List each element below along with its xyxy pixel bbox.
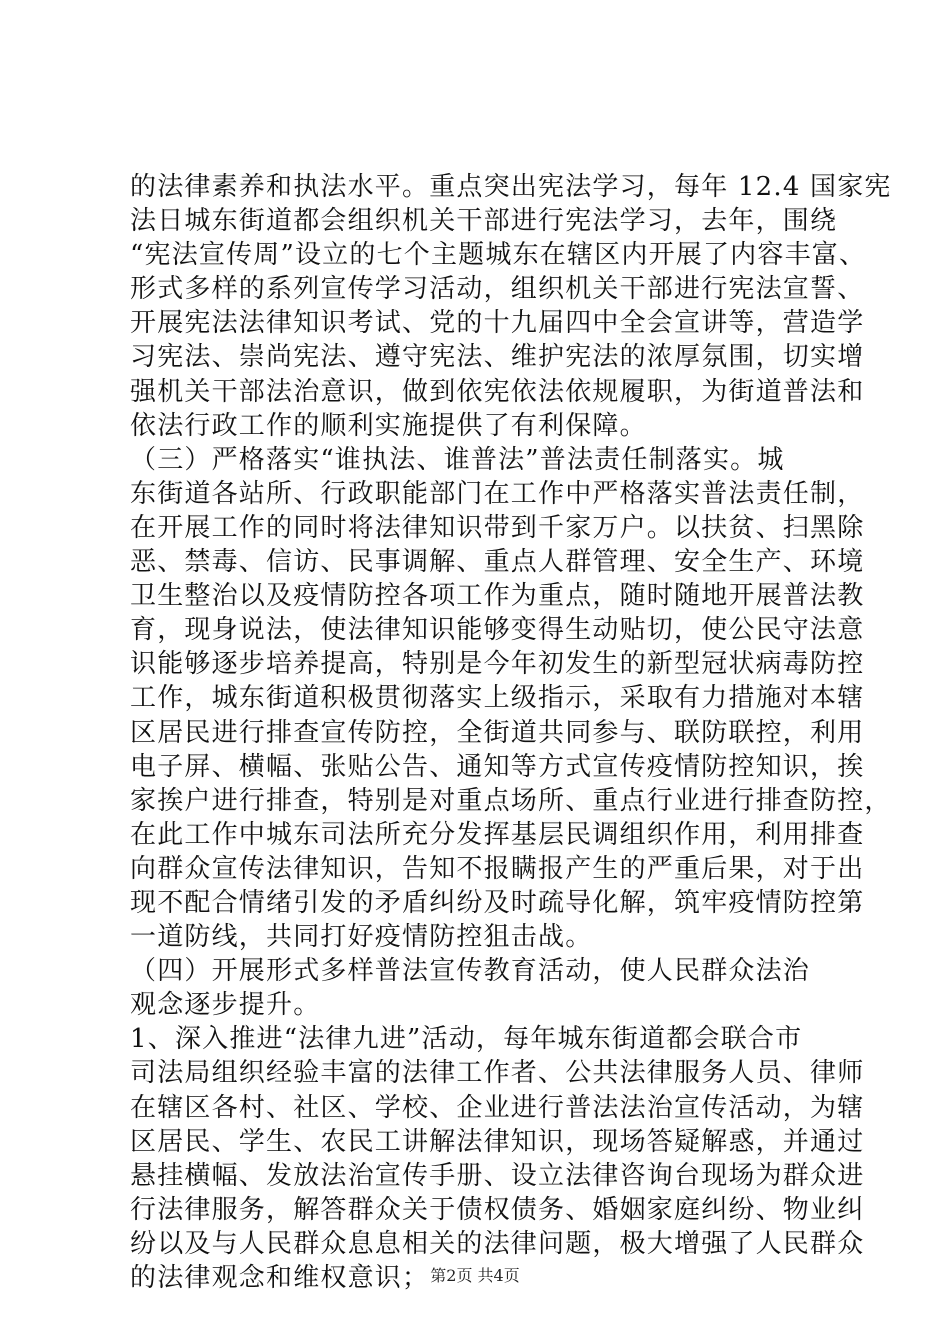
text-line: 形式多样的系列宣传学习活动，组织机关干部进行宪法宣誓、	[130, 274, 865, 305]
text-line: 在此工作中城东司法所充分发挥基层民调组织作用，利用排查	[130, 819, 865, 850]
text-line: （四）开展形式多样普法宣传教育活动，使人民群众法治	[130, 956, 811, 987]
text-line: 开展宪法法律知识考试、党的十九届四中全会宣讲等，营造学	[130, 308, 865, 339]
text-line: 识能够逐步培养提高，特别是今年初发生的新型冠状病毒防控	[130, 649, 865, 680]
text-line: 工作，城东街道积极贯彻落实上级指示，采取有力措施对本辖	[130, 683, 865, 714]
text-line: 在开展工作的同时将法律知识带到千家万户。以扶贫、扫黑除	[130, 512, 865, 543]
text-line: 一道防线，共同打好疫情防控狙击战。	[130, 922, 593, 953]
text-line: 纷以及与人民群众息息相关的法律问题，极大增强了人民群众	[130, 1228, 865, 1259]
text-line: 恶、禁毒、信访、民事调解、重点人群管理、安全生产、环境	[130, 547, 865, 578]
text-line: 观念逐步提升。	[130, 990, 321, 1021]
text-line: 现不配合情绪引发的矛盾纠纷及时疏导化解，筑牢疫情防控第	[130, 887, 865, 918]
text-line: 强机关干部法治意识，做到依宪依法依规履职，为街道普法和	[130, 376, 865, 407]
text-line: 在辖区各村、社区、学校、企业进行普法法治宣传活动，为辖	[130, 1092, 865, 1123]
text-line: 悬挂横幅、发放法治宣传手册、设立法律咨询台现场为群众进	[130, 1160, 865, 1191]
text-line: 1、深入推进“法律九进”活动，每年城东街道都会联合市	[130, 1024, 803, 1055]
text-line: 区居民进行排查宣传防控，全街道共同参与、联防联控，利用	[130, 717, 865, 748]
text-line: 卫生整治以及疫情防控各项工作为重点，随时随地开展普法教	[130, 581, 865, 612]
text-line: （三）严格落实“谁执法、谁普法”普法责任制落实。城	[130, 444, 785, 475]
text-line: 司法局组织经验丰富的法律工作者、公共法律服务人员、律师	[130, 1058, 865, 1089]
text-line: 东街道各站所、行政职能部门在工作中严格落实普法责任制，	[130, 478, 865, 509]
text-line: 习宪法、崇尚宪法、遵守宪法、维护宪法的浓厚氛围，切实增	[130, 342, 865, 373]
text-line: 的法律观念和维权意识；	[130, 1263, 430, 1293]
text-line: 育，现身说法，使法律知识能够变得生动贴切，使公民守法意	[130, 615, 865, 646]
text-line: “宪法宣传周”设立的七个主题城东在辖区内开展了内容丰富、	[130, 240, 867, 271]
text-line: 法日城东街道都会组织机关干部进行宪法学习，去年，围绕	[130, 206, 838, 237]
text-line: 的法律素养和执法水平。重点突出宪法学习，每年 12.4 国家宪	[130, 172, 892, 202]
text-line: 家挨户进行排查，特别是对重点场所、重点行业进行排查防控，	[130, 785, 892, 816]
text-line: 依法行政工作的顺利实施提供了有利保障。	[130, 410, 647, 441]
text-line: 向群众宣传法律知识，告知不报瞒报产生的严重后果，对于出	[130, 853, 865, 884]
text-line: 电子屏、横幅、张贴公告、通知等方式宣传疫情防控知识，挨	[130, 751, 865, 782]
page-number-footer: 第2页 共4页	[430, 1266, 520, 1285]
text-line: 区居民、学生、农民工讲解法律知识，现场答疑解惑，并通过	[130, 1126, 865, 1157]
text-line: 行法律服务，解答群众关于债权债务、婚姻家庭纠纷、物业纠	[130, 1194, 865, 1225]
document-body	[130, 170, 892, 1295]
